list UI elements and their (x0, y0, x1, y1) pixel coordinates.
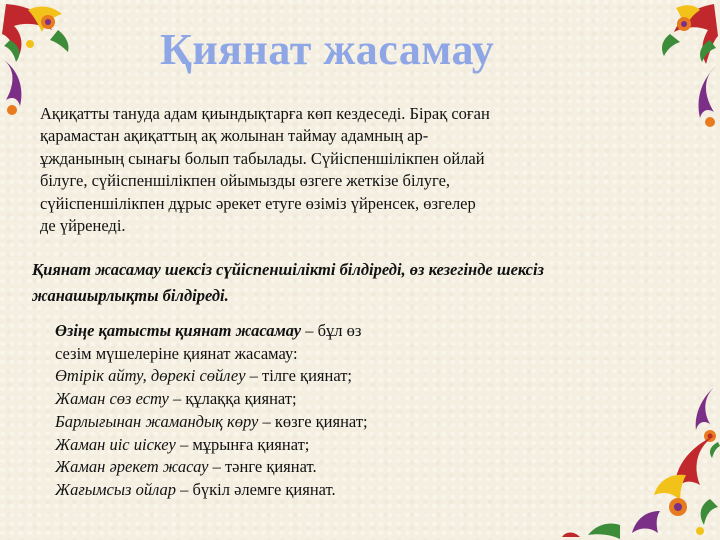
list-intro-rest: – бұл өз (301, 321, 362, 340)
corner-ornament-top-right (640, 0, 720, 130)
paragraph-line: сүйіспеншілікпен дұрыс әрекет етуге өзіміз үйренсек, өзгелер (40, 193, 476, 213)
emphasis-line: жанашырлықты білдіреді. (32, 286, 229, 305)
list-item-italic: Барлығынан жамандық көру (55, 411, 259, 431)
list-item-rest: – көзге қиянат; (258, 411, 368, 431)
list-intro-italic: Өзіңе қатысты қиянат жасамау (55, 321, 302, 340)
list-item-rest: – тәнге қиянат. (208, 457, 317, 477)
paragraph-line: ұжданының сынағы болып табылады. Сүйіспеншілікпен ойлай (40, 148, 485, 168)
paragraph-line: де үйренеді. (40, 216, 126, 236)
paragraph-line: қарамастан ақиқаттың ақ жолынан таймау адамның ар- (40, 126, 429, 146)
self-harm-list (55, 320, 615, 502)
list-item (55, 456, 615, 479)
list-item (55, 388, 615, 411)
paragraph-line: Ақиқатты тануда адам қиындықтарға көп кездеседі. Бірақ соған (40, 104, 490, 123)
list-item (55, 434, 615, 457)
floral-ornament-icon (640, 0, 720, 130)
list-intro (55, 320, 615, 343)
list-item-rest: – тілге қиянат; (245, 366, 353, 386)
list-item (55, 365, 615, 388)
emphasis-line: Қиянат жасамау шексіз сүйіспеншілікті білдіреді, өз кезегінде шексіз (32, 260, 544, 279)
list-item-rest: – мұрынға қиянат; (175, 434, 310, 454)
paragraph-line: білуге, сүйіспеншілікпен ойымызды өзгеге жеткізе білуге, (40, 171, 451, 191)
floral-ornament-icon (0, 0, 80, 120)
list-item (55, 411, 615, 434)
list-item-italic: Жағымсыз ойлар (55, 479, 176, 499)
list-intro-line2: сезім мүшелеріне қиянат жасамау: (55, 343, 298, 363)
list-item-italic: Жаман сөз есту (55, 389, 169, 409)
list-item-italic: Өтірік айту, дөрекі сөйлеу (55, 366, 246, 386)
list-item-rest: – құлаққа қиянат; (168, 389, 297, 409)
slide-title: Қиянат жасамау (160, 25, 495, 74)
list-item-rest: – бүкіл әлемге қиянат. (175, 479, 336, 499)
intro-paragraph (40, 103, 600, 237)
list-item-italic: Жаман әрекет жасау (55, 457, 209, 477)
corner-ornament-top-left (0, 0, 80, 120)
emphasis-statement (32, 257, 692, 309)
list-item-italic: Жаман иіс иіскеу (55, 434, 176, 454)
list-item (55, 479, 615, 502)
